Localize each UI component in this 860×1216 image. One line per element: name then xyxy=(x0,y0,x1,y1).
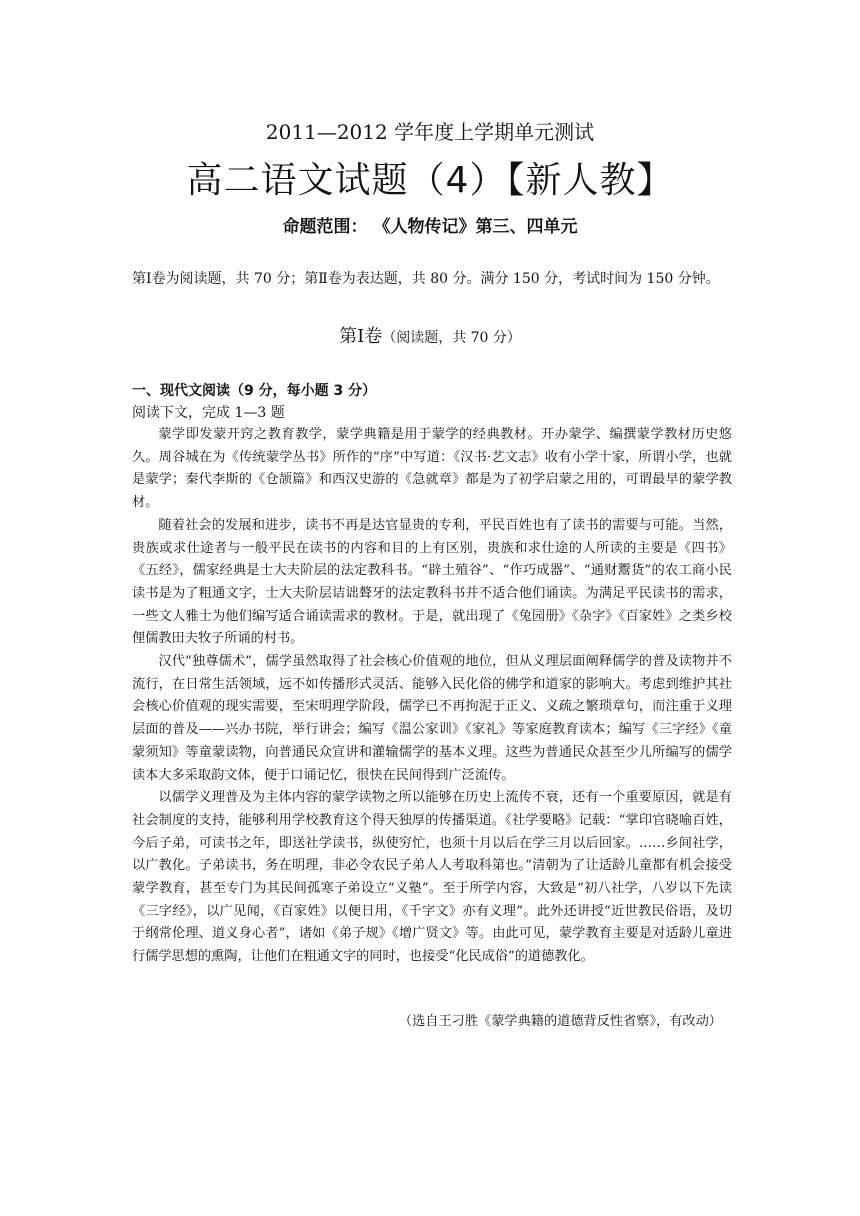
article-source: （选自王刁胜《蒙学典籍的道德背反性省察》，有改动） xyxy=(398,1014,722,1029)
article-paragraph: 蒙学即发蒙开窍之教育教学，蒙学典籍是用于蒙学的经典教材。开办蒙学、编撰蒙学教材历史悠久。周谷城在为《传统蒙学丛书》所作的“序”中写道：《汉书·艺文志》收有小学十家，所谓小学，也就是蒙学；秦代李斯的《仓颉篇》和西汉史游的《急就章》都是为了初学启蒙之用的，可谓最早的蒙学教材。 xyxy=(132,427,732,511)
page-title: 高二语文试题（4）【新人教】 xyxy=(186,160,674,201)
section-instruction: 阅读下文，完成 1—3 题 xyxy=(132,405,285,421)
part-heading-title: 第Ⅰ卷 xyxy=(339,326,383,347)
exam-note: 第Ⅰ卷为阅读题，共 70 分；第Ⅱ卷为表达题，共 80 分。满分 150 分，考试时间为 150 分钟。 xyxy=(132,271,720,287)
reading-article xyxy=(132,424,732,969)
scope-line: 命题范围： 《人物传记》第三、四单元 xyxy=(282,217,578,237)
article-paragraph: 以儒学义理普及为主体内容的蒙学读物之所以能够在历史上流传不衰，还有一个重要原因，就是有社会制度的支持，能够利用学校教育这个得天独厚的传播渠道。《社学要略》记载：“掌印官晓喻百姓，今后子弟，可读书之年，即送社学读书，纵使穷忙，也须十月以后在学三月以后回家。……乡间社学，以广教化。子弟读书，务在明理，非必令农民子弟人人考取科第也。”清朝为了让适龄儿童都有机会接受蒙学教育，甚至专门为其民间孤寒子弟设立“义塾”。至于所学内容，大致是“初八社学，八岁以下先读《三字经》，以广见闻，《百家姓》以便日用，《千字文》亦有义理”。此外还讲授“近世教民俗语，及切于纲常伦理、道义身心者”，诸如《弟子规》《增广贤文》等。由此可见，蒙学教育主要是对适龄儿童进行儒学思想的熏陶，让他们在粗通文字的同时，也接受“化民成俗”的道德教化。 xyxy=(132,790,732,965)
article-paragraph: 汉代“独尊儒术”，儒学虽然取得了社会核心价值观的地位，但从义理层面阐释儒学的普及读物并不流行，在日常生活领域，远不如传播形式灵活、能够入民化俗的佛学和道家的影响大。考虑到维护其社会核心价值观的现实需要，至宋明理学阶段，儒学已不再拘泥于正义、义疏之繁琐章句，而注重于义理层面的普及——兴办书院，举行讲会；编写《温公家训》《家礼》等家庭教育读本；编写《三字经》《童蒙须知》等童蒙读物，向普通民众宣讲和灌输儒学的基本义理。这些为普通民众甚至少儿所编写的儒学读本大多采取韵文体，便于口诵记忆，很快在民间得到广泛流传。 xyxy=(132,654,732,783)
year-line: 2011—2012 学年度上学期单元测试 xyxy=(265,120,595,144)
part-heading-sub: （阅读题，共 70 分） xyxy=(382,330,521,346)
section-heading: 一、现代文阅读（9 分，每小题 3 分） xyxy=(132,383,377,399)
article-paragraph: 随着社会的发展和进步，读书不再是达官显贵的专利，平民百姓也有了读书的需要与可能。当然，贵族或求仕途者与一般平民在读书的内容和目的上有区别，贵族和求仕途的人所读的主要是《四书》《五经》，儒家经典是士大夫阶层的法定教科书。“辟土殖谷”、“作巧成器”、“通财鬻货”的农工商小民读书是为了粗通文字，士大夫阶层诘诎聱牙的法定教科书并不适合他们诵读。为满足平民读书的需求，一些文人雅士为他们编写适合诵读需求的教材。于是，就出现了《兔园册》《杂字》《百家姓》之类乡校俚儒教田夫牧子所诵的村书。 xyxy=(132,517,732,647)
part-heading xyxy=(0,322,860,348)
